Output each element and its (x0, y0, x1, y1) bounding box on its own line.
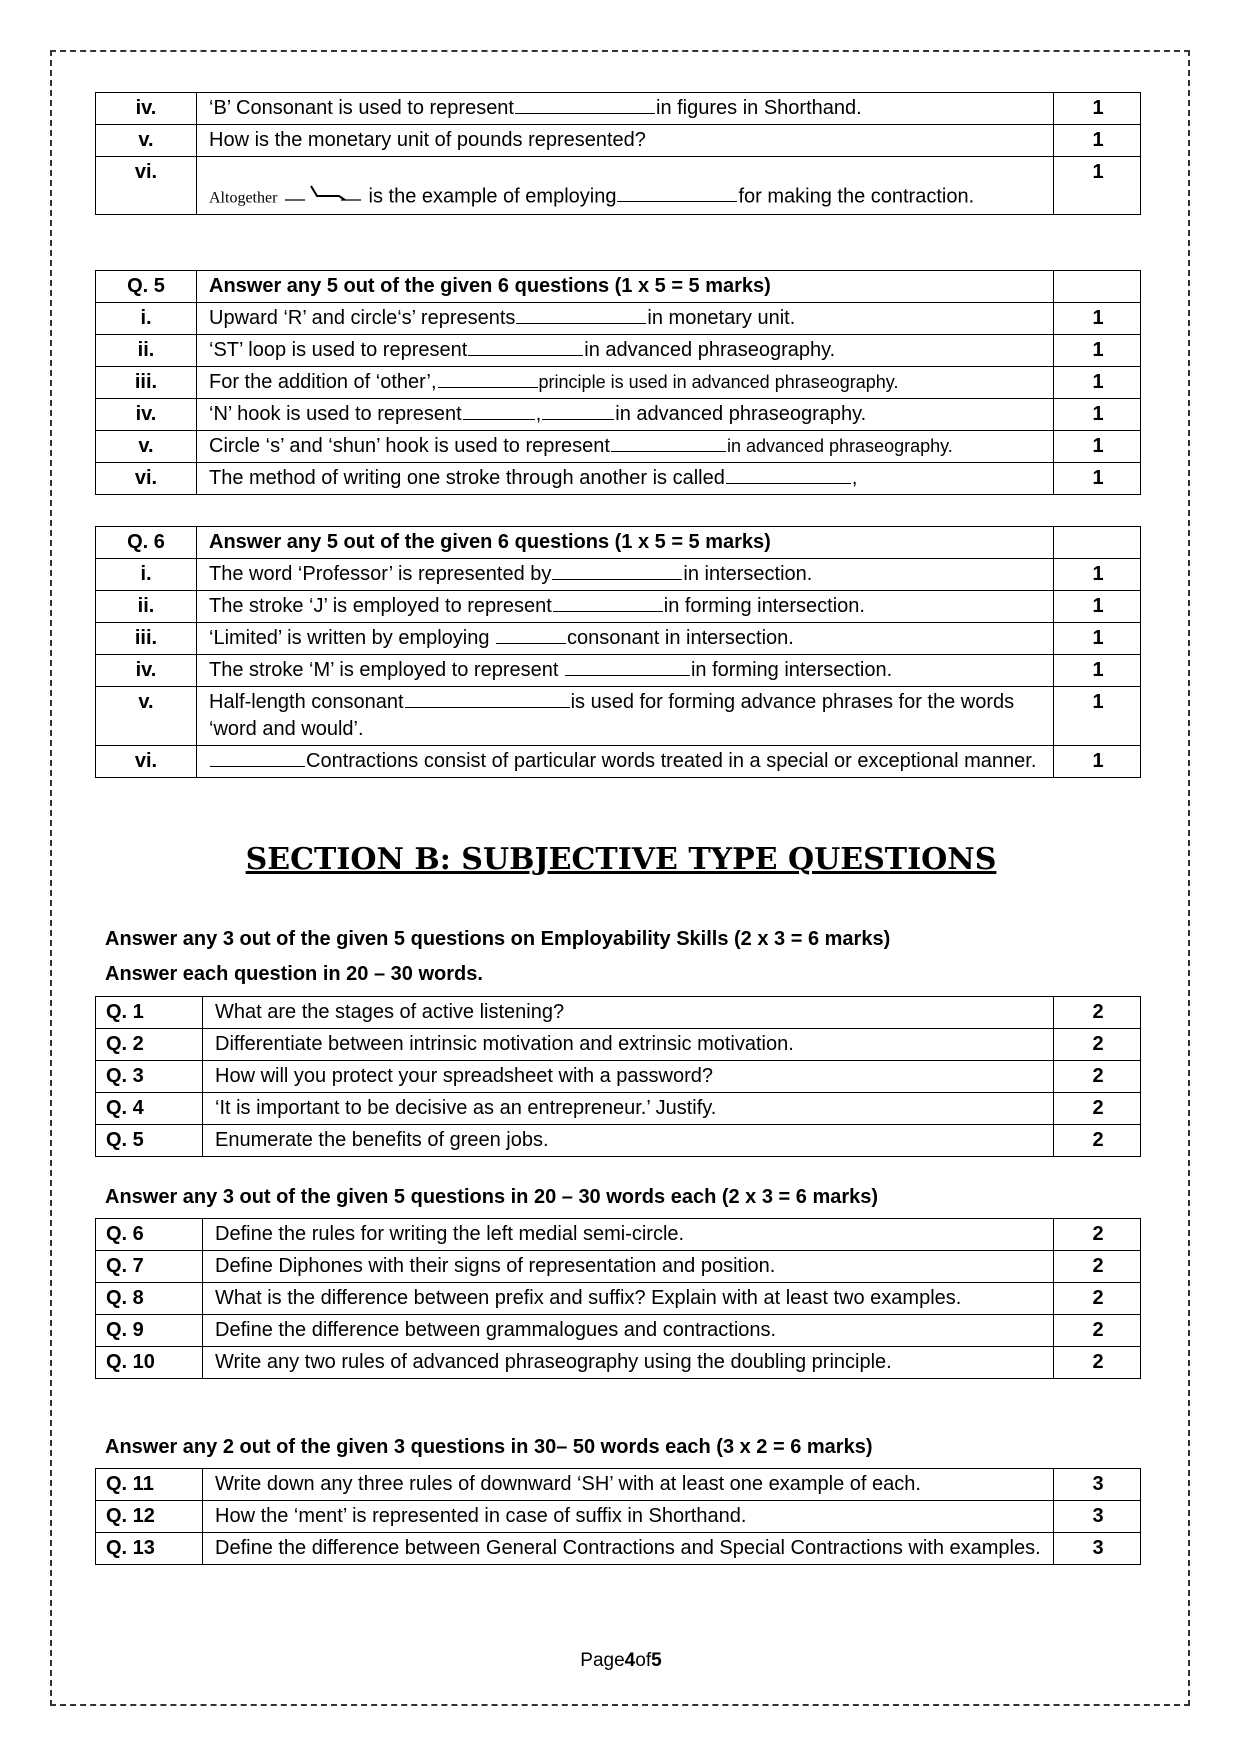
table-row (96, 1061, 1141, 1093)
table-row (96, 431, 1141, 463)
table-row (96, 463, 1141, 495)
table-row (96, 157, 1141, 215)
table-row (96, 559, 1141, 591)
question-number: ii. (96, 591, 197, 623)
question-number: Q. 13 (96, 1533, 203, 1565)
table-row (96, 687, 1141, 746)
table-row (96, 746, 1141, 778)
answer-blank (553, 593, 663, 612)
question-marks: 1 (1054, 655, 1141, 687)
question-marks: 1 (1054, 559, 1141, 591)
question-text: What are the stages of active listening? (203, 997, 1054, 1029)
question-text: Define the difference between General Contractions and Special Contractions with examples. (203, 1533, 1054, 1565)
question-text-after: in forming intersection. (690, 659, 893, 681)
question-marks: 2 (1054, 1061, 1141, 1093)
question-text (197, 367, 1054, 399)
question-marks: 1 (1054, 367, 1141, 399)
question-text-before: ‘N’ hook is used to represent (209, 403, 462, 425)
footer-page-label: Page (580, 1650, 625, 1671)
question-text (197, 335, 1054, 367)
table-row (96, 399, 1141, 431)
question-marks: 1 (1054, 687, 1141, 746)
set3-table (95, 1468, 1141, 1565)
set2-table (95, 1218, 1141, 1379)
question-number: Q. 4 (96, 1093, 203, 1125)
question-number: iv. (96, 399, 197, 431)
question-number: v. (96, 687, 197, 746)
table-row (96, 367, 1141, 399)
question-text (197, 591, 1054, 623)
table-row (96, 335, 1141, 367)
question-text-after: is used for forming advance phrases for the words ‘word and would’. (209, 691, 1015, 740)
question-text-after: in monetary unit. (647, 307, 796, 329)
question-text-after: in forming intersection. (663, 595, 865, 617)
question-text (197, 399, 1054, 431)
footer-current-page: 4 (624, 1650, 636, 1671)
question-number: Q. 10 (96, 1347, 203, 1379)
question-marks: 3 (1054, 1501, 1141, 1533)
question-marks: 1 (1054, 623, 1141, 655)
question-text (197, 623, 1054, 655)
question-text: Write down any three rules of downward ‘SH’ with at least one example of each. (203, 1469, 1054, 1501)
question-text: Write any two rules of advanced phraseography using the doubling principle. (203, 1347, 1054, 1379)
question-marks: 1 (1054, 303, 1141, 335)
table-row (96, 591, 1141, 623)
table-row (96, 1251, 1141, 1283)
answer-blank (516, 305, 646, 324)
instruction-word-limit: Answer each question in 20 – 30 words. (105, 963, 483, 985)
table-row (96, 125, 1141, 157)
question-text-after: , (851, 467, 858, 489)
page-footer (0, 1650, 1242, 1672)
answer-blank (611, 433, 726, 452)
answer-blank (438, 369, 538, 388)
question-number: iv. (96, 93, 197, 125)
shorthand-outline-icon (283, 182, 363, 212)
question-number: Q. 9 (96, 1315, 203, 1347)
question-text-before: Circle ‘s’ and ‘shun’ hook is used to represent (209, 435, 610, 457)
question-header: Answer any 5 out of the given 6 questions (1 x 5 = 5 marks) (197, 527, 1054, 559)
question-number: iv. (96, 655, 197, 687)
question-marks: 1 (1054, 335, 1141, 367)
blank-separator: , (535, 403, 542, 425)
table-row (96, 1283, 1141, 1315)
table-row (96, 1219, 1141, 1251)
question-text: What is the difference between prefix and suffix? Explain with at least two examples. (203, 1283, 1054, 1315)
question-text-before: Upward ‘R’ and circle‘s’ represents (209, 307, 516, 329)
table-row (96, 93, 1141, 125)
question-text-after: in advanced phraseography. (584, 339, 836, 361)
question-number: Q. 3 (96, 1061, 203, 1093)
question-number: i. (96, 303, 197, 335)
question-text-before: For the addition of ‘other’, (209, 371, 437, 393)
instruction-set2: Answer any 3 out of the given 5 questions in 20 – 30 words each (2 x 3 = 6 marks) (105, 1186, 879, 1208)
answer-blank (726, 465, 851, 484)
section-b-heading: SECTION B: SUBJECTIVE TYPE QUESTIONS (245, 842, 997, 877)
question-text-before: ‘ST’ loop is used to represent (209, 339, 468, 361)
question-marks: 2 (1054, 1029, 1141, 1061)
question-text-before: The stroke ‘M’ is employed to represent (209, 659, 559, 681)
answer-blank (542, 401, 614, 420)
employability-table (95, 996, 1141, 1157)
table-row (96, 997, 1141, 1029)
table-row (96, 623, 1141, 655)
question-marks: 1 (1054, 431, 1141, 463)
question-marks: 1 (1054, 157, 1141, 215)
table-header-row (96, 527, 1141, 559)
question-text-mid: is the example of employing (368, 185, 617, 208)
footer-total-pages: 5 (651, 1650, 662, 1671)
question-text: Define the difference between grammalogues and contractions. (203, 1315, 1054, 1347)
table-row (96, 1533, 1141, 1565)
table-row (96, 655, 1141, 687)
question-marks: 3 (1054, 1469, 1141, 1501)
answer-blank (210, 748, 305, 767)
question-number: Q. 1 (96, 997, 203, 1029)
question-text: How the ‘ment’ is represented in case of suffix in Shorthand. (203, 1501, 1054, 1533)
question-number: v. (96, 431, 197, 463)
question-text: Define Diphones with their signs of representation and position. (203, 1251, 1054, 1283)
answer-blank (515, 95, 655, 114)
question-text (197, 687, 1054, 746)
footer-of-label: of (635, 1650, 652, 1671)
question-number: Q. 11 (96, 1469, 203, 1501)
question-marks: 2 (1054, 1125, 1141, 1157)
answer-blank (463, 401, 535, 420)
table-row (96, 1125, 1141, 1157)
question-text-after: principle is used in advanced phraseography. (538, 372, 899, 392)
question-number: Q. 5 (96, 271, 197, 303)
question-number: Q. 5 (96, 1125, 203, 1157)
table-row (96, 303, 1141, 335)
q5-table (95, 270, 1141, 495)
top-question-table (95, 92, 1141, 215)
question-number: v. (96, 125, 197, 157)
question-text-before: ‘B’ Consonant is used to represent (209, 97, 514, 119)
question-number: vi. (96, 746, 197, 778)
instruction-set3: Answer any 2 out of the given 3 questions in 30– 50 words each (3 x 2 = 6 marks) (105, 1436, 873, 1458)
question-text-after: in intersection. (683, 563, 813, 585)
question-text-after: in advanced phraseography. (615, 403, 867, 425)
question-text: Differentiate between intrinsic motivation and extrinsic motivation. (203, 1029, 1054, 1061)
q6-table (95, 526, 1141, 778)
question-text-before: The stroke ‘J’ is employed to represent (209, 595, 552, 617)
question-marks: 3 (1054, 1533, 1141, 1565)
question-marks: 1 (1054, 463, 1141, 495)
question-number: vi. (96, 463, 197, 495)
question-number: ii. (96, 335, 197, 367)
marks-header (1054, 527, 1141, 559)
question-marks: 2 (1054, 1251, 1141, 1283)
question-text (197, 463, 1054, 495)
question-number: Q. 2 (96, 1029, 203, 1061)
question-text-after: in figures in Shorthand. (656, 97, 862, 119)
answer-blank (565, 657, 690, 676)
question-text (197, 303, 1054, 335)
question-text-after: for making the contraction. (738, 185, 975, 208)
answer-blank (405, 689, 570, 708)
question-text: ‘It is important to be decisive as an entrepreneur.’ Justify. (203, 1093, 1054, 1125)
answer-blank (468, 337, 583, 356)
question-text (197, 655, 1054, 687)
question-marks: 1 (1054, 399, 1141, 431)
answer-blank (617, 183, 737, 202)
marks-header (1054, 271, 1141, 303)
question-text (197, 431, 1054, 463)
question-marks: 2 (1054, 1219, 1141, 1251)
shorthand-word-label: Altogether (209, 189, 278, 207)
question-marks: 2 (1054, 997, 1141, 1029)
table-row (96, 1469, 1141, 1501)
question-number: iii. (96, 623, 197, 655)
question-marks: 1 (1054, 93, 1141, 125)
question-number: Q. 7 (96, 1251, 203, 1283)
question-text (197, 157, 1054, 215)
question-text-before: The method of writing one stroke through another is called (209, 467, 725, 489)
table-row (96, 1347, 1141, 1379)
question-number: iii. (96, 367, 197, 399)
question-marks: 1 (1054, 125, 1141, 157)
answer-blank (496, 625, 566, 644)
question-text: Enumerate the benefits of green jobs. (203, 1125, 1054, 1157)
question-text (197, 93, 1054, 125)
question-number: Q. 8 (96, 1283, 203, 1315)
table-row (96, 1093, 1141, 1125)
answer-blank (552, 561, 682, 580)
question-text-before: Half-length consonant (209, 691, 404, 713)
question-text: How is the monetary unit of pounds represented? (197, 125, 1054, 157)
question-number: Q. 12 (96, 1501, 203, 1533)
question-text (197, 746, 1054, 778)
question-text-after: consonant in intersection. (567, 627, 794, 649)
question-number: Q. 6 (96, 527, 197, 559)
question-marks: 2 (1054, 1093, 1141, 1125)
question-number: Q. 6 (96, 1219, 203, 1251)
question-text-before: The word ‘Professor’ is represented by (209, 563, 552, 585)
question-text-before: ‘Limited’ is written by employing (209, 627, 490, 649)
question-text-after: in advanced phraseography. (726, 436, 953, 456)
instruction-employability: Answer any 3 out of the given 5 questions on Employability Skills (2 x 3 = 6 marks) (105, 928, 891, 950)
question-number: i. (96, 559, 197, 591)
table-header-row (96, 271, 1141, 303)
table-row (96, 1029, 1141, 1061)
question-text-after: Contractions consist of particular words treated in a special or exceptional manner. (306, 750, 1037, 772)
question-marks: 2 (1054, 1315, 1141, 1347)
question-text (197, 559, 1054, 591)
question-text: Define the rules for writing the left medial semi-circle. (203, 1219, 1054, 1251)
question-marks: 1 (1054, 591, 1141, 623)
question-marks: 2 (1054, 1283, 1141, 1315)
question-marks: 2 (1054, 1347, 1141, 1379)
question-number: vi. (96, 157, 197, 215)
question-header: Answer any 5 out of the given 6 questions (1 x 5 = 5 marks) (197, 271, 1054, 303)
table-row (96, 1501, 1141, 1533)
question-text: How will you protect your spreadsheet with a password? (203, 1061, 1054, 1093)
question-marks: 1 (1054, 746, 1141, 778)
table-row (96, 1315, 1141, 1347)
